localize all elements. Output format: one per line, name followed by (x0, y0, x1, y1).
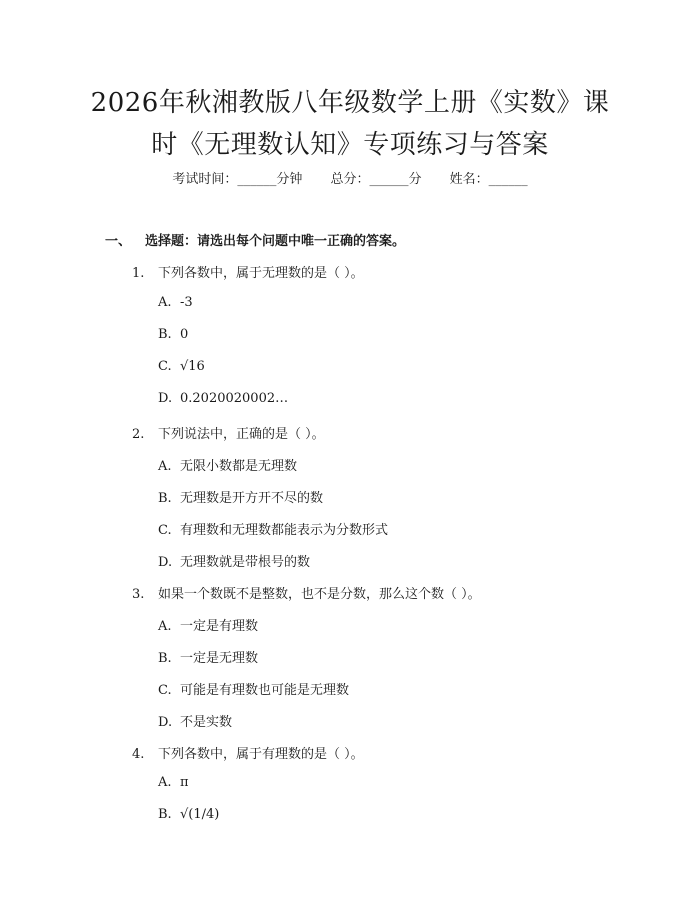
option-letter: A. (158, 459, 172, 474)
option-letter: B. (158, 327, 172, 342)
option-letter: C. (158, 359, 172, 374)
option-letter: C. (158, 523, 172, 538)
option-letter: B. (158, 491, 172, 506)
question-text: 下列各数中，属于无理数的是（ ）。 (158, 266, 364, 281)
option (158, 551, 310, 570)
total-score: 总分：______分 (330, 172, 422, 187)
option-text: 一定是无理数 (180, 651, 259, 666)
option-text: √16 (180, 359, 205, 374)
option (158, 615, 258, 634)
exam-meta (0, 168, 700, 187)
option (158, 359, 205, 374)
option-letter: D. (158, 555, 173, 570)
option-letter: C. (158, 683, 172, 698)
option-text: 无限小数都是无理数 (180, 459, 298, 474)
question-number: 3. (132, 587, 145, 602)
option-text: 无理数是开方开不尽的数 (180, 491, 324, 506)
option-text: 一定是有理数 (180, 619, 259, 634)
option (158, 327, 188, 342)
option (158, 775, 189, 790)
section-heading (105, 230, 405, 249)
option-letter: B. (158, 651, 172, 666)
option (158, 487, 323, 506)
exam-time: 考试时间：______分钟 (172, 172, 303, 187)
option-text: π (180, 775, 189, 790)
question-text: 如果一个数既不是整数，也不是分数，那么这个数（ ）。 (158, 587, 481, 602)
title-line-2: 时《无理数认知》专项练习与答案 (151, 130, 549, 160)
question-number: 4. (132, 747, 145, 762)
option (158, 807, 219, 822)
question-number: 2. (132, 427, 145, 442)
option-letter: D. (158, 391, 173, 406)
section-number: 一、 (105, 234, 132, 249)
option (158, 711, 232, 730)
question (132, 423, 325, 442)
option (158, 647, 258, 666)
student-name: 姓名：______ (449, 172, 528, 187)
option-text: 有理数和无理数都能表示为分数形式 (180, 523, 389, 538)
option (158, 295, 193, 310)
title-line-1: 2026年秋湘教版八年级数学上册《实数》课 (90, 88, 610, 118)
option (158, 455, 297, 474)
option-text: √(1/4) (180, 807, 220, 822)
question (132, 743, 364, 762)
option-text: 可能是有理数也可能是无理数 (180, 683, 350, 698)
document-title (60, 82, 640, 166)
option-letter: B. (158, 807, 172, 822)
option-letter: A. (158, 619, 172, 634)
option-letter: D. (158, 715, 173, 730)
option-text: 无理数就是带根号的数 (180, 555, 311, 570)
option (158, 679, 349, 698)
option-text: 0 (180, 327, 189, 342)
option-text: 0.2020020002… (180, 391, 289, 406)
option-letter: A. (158, 775, 172, 790)
question-number: 1. (132, 266, 145, 281)
question-text: 下列各数中，属于有理数的是（ ）。 (158, 747, 364, 762)
option (158, 391, 288, 406)
question (132, 583, 481, 602)
option-text: 不是实数 (180, 715, 233, 730)
option (158, 519, 388, 538)
section-text: 选择题：请选出每个问题中唯一正确的答案。 (145, 234, 406, 249)
option-letter: A. (158, 295, 172, 310)
question (132, 262, 364, 281)
question-text: 下列说法中，正确的是（ ）。 (158, 427, 325, 442)
option-text: -3 (180, 295, 193, 310)
